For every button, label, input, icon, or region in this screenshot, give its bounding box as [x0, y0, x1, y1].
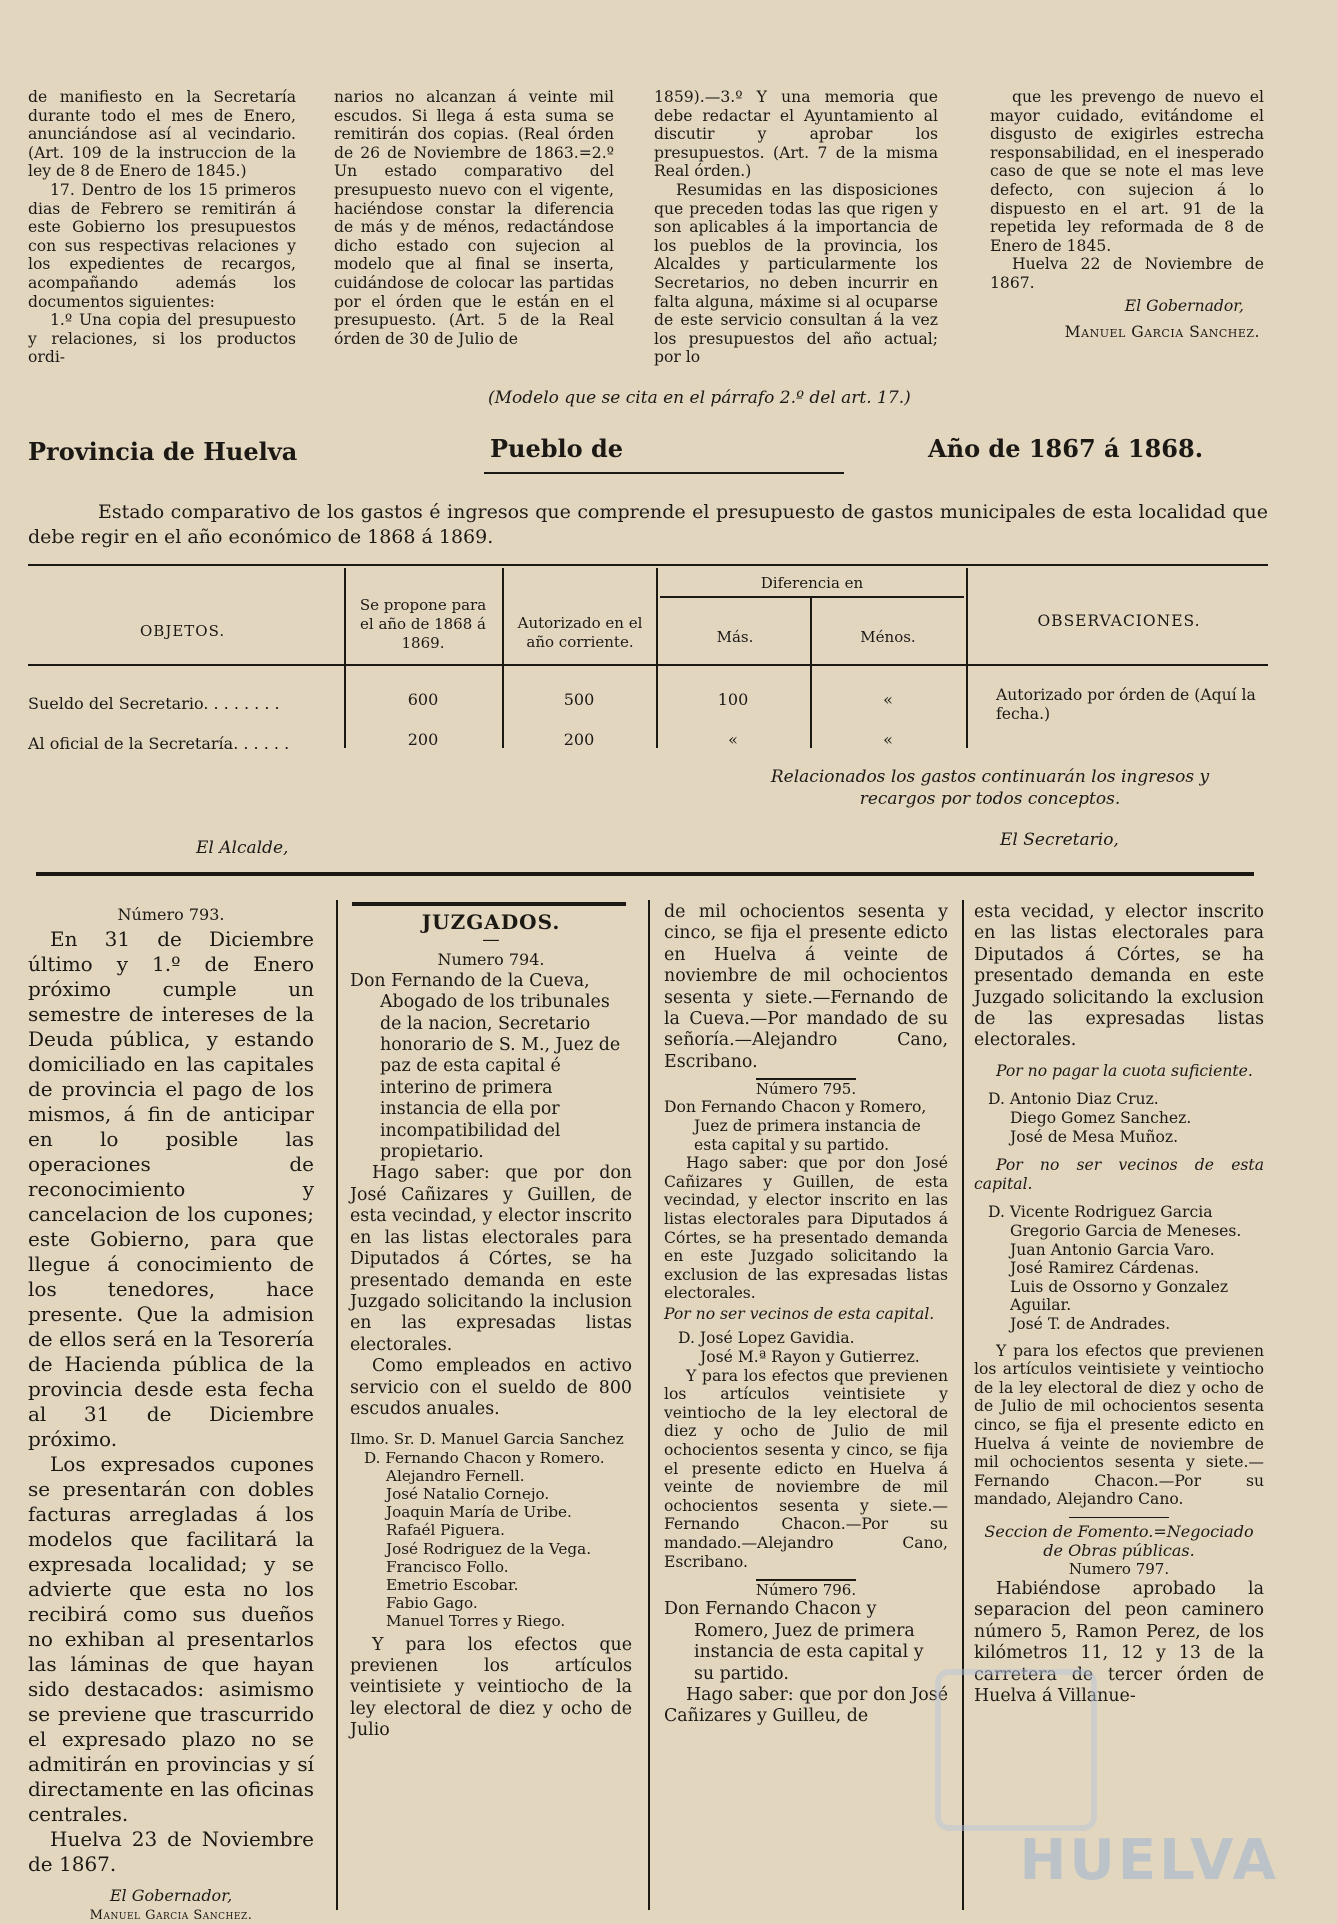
top-column-4 [990, 88, 1264, 342]
header-objetos: OBJETOS. [140, 622, 226, 640]
c3-name-1: José M.ª Rayon y Gutierrez. [700, 1348, 920, 1367]
c1-para-2: Los expresados cupones se presentarán con dobles facturas arregladas á los modelos que facilitará la expresada localidad; y se advierte que esta no los recibirá como sus dueños no exhiban al presentarlos las láminas de que hayan sido destacados: asimismo se previene que trascurrido el expresado plazo no se admitirán en provincias y sí directamente en las oficinas centrales. [28, 1452, 314, 1826]
c2-name-list [350, 1430, 632, 1630]
c2-para-1: Hago saber: que por don José Cañizares y Guillen, de esta vecindad, y elector inscrito en las listas electorales para Diputados á Córtes, se ha presentado demanda en este Juzgado solicitando la inclusion en las expresadas listas electorales. [350, 1163, 632, 1355]
c2-name-5: Rafaél Piguera. [386, 1521, 505, 1540]
row-2-mas: « [728, 730, 738, 749]
table-header-rule [28, 664, 1268, 666]
row-2-objeto [28, 734, 338, 753]
modelo-intro: Estado comparativo de los gastos é ingresos que comprende el presupuesto de gastos municipales de esta localidad que debe regir en el año económico de 1868 á 1869. [28, 501, 1268, 548]
row-1-mas: 100 [717, 690, 749, 709]
modelo-caption: (Modelo que se cita en el párrafo 2.º del art. 17.) [488, 388, 911, 408]
section-divider [36, 872, 1254, 876]
c4-name1-1: Diego Gomez Sanchez. [1010, 1109, 1192, 1128]
c3-intro-2: Don Fernando Chacon y Romero, Juez de primera instancia de esta capital y su partido. [664, 1599, 924, 1684]
row-2-autorizado: 200 [563, 730, 595, 749]
c3-name-0: D. José Lopez Gavidia. [678, 1329, 855, 1348]
c2-para-3: Y para los efectos que previenen los artículos veintisiete y veintiocho de la ley electoral de diez y ocho de Julio [350, 1634, 632, 1741]
top-column-3 [654, 88, 938, 367]
c2-intro: Don Fernando de la Cueva, Abogado de los tribunales de la nacion, Secretario honorario de S. M., Juez de paz de esta capital é interino de primera instancia de ella por incompatibilidad del propietario. [350, 970, 621, 1163]
top-col1-para-3: 1.º Una copia del presupuesto y relaciones, si los productos ordi- [28, 311, 296, 367]
table-vrule-2 [502, 568, 504, 748]
c1-role: El Gobernador, [109, 1886, 233, 1905]
c3-para-2: Y para los efectos que previenen los artículos veintisiete y veintiocho de la ley electoral de diez y ocho de Julio de mil ochocientos sesenta y cinco, se fija el presente edicto en Huelva á veinte de noviembre de mil ochocientos sesenta y siete.—Fernando Chacon.—Por su mandado.—Alejandro Cano, Escribano. [664, 1366, 948, 1571]
row-1-obs: Autorizado por órden de (Aquí la fecha.) [996, 686, 1256, 723]
row-2-dots: . . . . . [238, 734, 290, 753]
top-col4-para-1: que les prevengo de nuevo el mayor cuidado, evitándome el disgusto de exigirles estrecha responsabilidad, en el inesperado caso de que se note el mas leve defecto, con sujecion á lo dispuesto en el art. 91 de la repetida ley reformada de 8 de Enero de 1845. [990, 88, 1264, 255]
header-menos: Ménos. [860, 628, 916, 646]
top-col3-para-1: 1859).—3.º Y una memoria que debe redactar el Ayuntamiento al discutir y aprobar los presupuestos. (Art. 7 de la misma Real órden.) [654, 88, 938, 181]
top-col4-role: El Gobernador, [1124, 296, 1244, 315]
c1-name: Manuel Garcia Sanchez. [89, 1908, 253, 1923]
huelva-watermark: HUELVA [1019, 1828, 1279, 1893]
c3-separator-1 [756, 1078, 856, 1080]
row-1-objeto-text: Sueldo del Secretario. [28, 694, 209, 713]
row-1-objeto [28, 694, 338, 713]
c3-para-3: Hago saber: que por don José Cañizares y Guilleu, de [664, 1684, 948, 1727]
table-vrule-5 [966, 568, 968, 748]
pueblo-line [484, 472, 844, 474]
diferencia-rule [660, 596, 964, 598]
c2-name-0: Ilmo. Sr. D. Manuel Garcia Sanchez [350, 1430, 624, 1449]
c4-name2-3: José Ramirez Cárdenas. [1010, 1259, 1200, 1278]
top-column-1 [28, 88, 296, 367]
c2-name-6: José Rodriguez de la Vega. [386, 1539, 592, 1558]
c2-name-4: Joaquin María de Uribe. [386, 1503, 572, 1522]
c4-name2-5: José T. de Andrades. [1010, 1314, 1171, 1333]
c4-name1-0: D. Antonio Diaz Cruz. [988, 1090, 1159, 1109]
modelo-anio: Año de 1867 á 1868. [928, 434, 1204, 463]
top-col1-para-2: 17. Dentro de los 15 primeros dias de Febrero se remitirán á este Gobierno los presupuestos con sus respectivas relaciones y los expedientes de recargos, acompañando además los documentos siguientes: [28, 180, 296, 311]
c4-numero: Numero 797. [1068, 1560, 1170, 1579]
c2-name-10: Manuel Torres y Riego. [386, 1612, 566, 1631]
row-2-propone: 200 [407, 730, 439, 749]
c1-para-3: Huelva 23 de Noviembre de 1867. [28, 1827, 314, 1876]
c3-category: Por no ser vecinos de esta capital. [664, 1304, 935, 1323]
row-1-autorizado: 500 [563, 690, 595, 709]
c2-name-1: D. Fernando Chacon y Romero. [364, 1448, 605, 1467]
c3-intro: Don Fernando Chacon y Romero, Juez de primera instancia de esta capital y su partido. [664, 1098, 927, 1154]
c3-para-0: de mil ochocientos sesenta y cinco, se fija el presente edicto en Huelva á veinte de noviembre de mil ochocientos sesenta y siete.—Fernando de la Cueva.—Por mandado de su señoría.—Alejandro Cano, Escribano. [664, 902, 948, 1072]
c2-name-2: Alejandro Fernell. [386, 1466, 525, 1485]
bottom-vrule-1 [336, 900, 338, 1910]
c2-para-2: Como empleados en activo servicio con el sueldo de 800 escudos anuales. [350, 1356, 632, 1419]
table-vrule-4 [810, 598, 812, 748]
modelo-note: Relacionados los gastos continuarán los ingresos y recargos por todos conceptos. [770, 767, 1210, 809]
top-col3-para-2: Resumidas en las disposiciones que preceden todas las que rigen y son aplicables á la importancia de los pueblos de la provincia, los Alcaldes y particularmente los Secretarios, no deben incurrir en falta alguna, máxime si al ocuparse de este servicio consultan á la vez los presupuestos del año actual; por lo [654, 180, 938, 367]
c2-heading: JUZGADOS. [421, 910, 561, 934]
c2-name-7: Francisco Follo. [386, 1557, 509, 1576]
c3-numero: Número 795. [755, 1079, 857, 1098]
header-propone: Se propone para el año de 1868 á 1869. [359, 596, 487, 652]
c1-para-1: En 31 de Diciembre último y 1.º de Enero próximo cumple un semestre de intereses de la Deuda pública, y estando domiciliado en las capitales de provincia el pago de los mismos, á fin de anticipar en lo posible las operaciones de reconocimiento y cancelacion de los cupones; este Gobierno, para que llegue á conocimiento de los tenedores, hace presente. Que la admision de ellos será en la Tesorería de Hacienda pública de la provincia desde esta fecha al 31 de Diciembre próximo. [28, 927, 314, 1451]
row-1-propone: 600 [407, 690, 439, 709]
bottom-vrule-2 [648, 900, 650, 1910]
c2-dash: — [482, 930, 500, 951]
c3-separator-2 [756, 1579, 856, 1581]
header-mas: Más. [716, 628, 754, 646]
bottom-column-4 [974, 902, 1264, 1707]
c4-name2-2: Juan Antonio Garcia Varo. [1010, 1240, 1215, 1259]
archive-seal-watermark [935, 1669, 1097, 1831]
header-observaciones: OBSERVACIONES. [1037, 612, 1201, 630]
modelo-province: Provincia de Huelva [28, 437, 298, 466]
c4-name2-0: D. Vicente Rodriguez Garcia [988, 1203, 1213, 1222]
c4-separator [1069, 1517, 1169, 1519]
row-2-objeto-text: Al oficial de la Secretaría. [28, 734, 239, 753]
table-vrule-3 [656, 568, 658, 748]
c4-name1-2: José de Mesa Muñoz. [1010, 1127, 1179, 1146]
modelo-alcalde: El Alcalde, [196, 838, 289, 858]
c4-category-2: Por no ser vecinos de esta capital. [974, 1156, 1264, 1193]
row-1-menos: « [883, 690, 893, 709]
modelo-secretario: El Secretario, [1000, 830, 1119, 850]
table-vrule-1 [344, 568, 346, 748]
bottom-column-1 [28, 902, 314, 1924]
top-col4-para-2: Huelva 22 de Noviembre de 1867. [990, 255, 1264, 292]
c4-name2-1: Gregorio Garcia de Meneses. [1010, 1222, 1242, 1240]
c4-para-0: esta vecidad, y elector inscrito en las listas electorales para Diputados á Córtes, se ha presentado demanda en este Juzgado solicitando la exclusion de las expresadas listas electorales. [974, 902, 1264, 1051]
c2-name-9: Fabio Gago. [386, 1594, 478, 1613]
c1-numero: Número 793. [117, 905, 225, 924]
top-col2-para-1: narios no alcanzan á veinte mil escudos. Si llega á esta suma se remitirán dos copias. (Real órden de 26 de Noviembre de 1863.=2.º Un estado comparativo del presupuesto nuevo con el vigente, haciéndose constar la diferencia de más y de ménos, redactándose dicho estado con sujecion al modelo que al final se inserta, cuidándose de colocar las partidas por el órden que le están en el presupuesto. (Art. 5 de la Real órden de 30 de Julio de [334, 88, 614, 348]
bottom-column-2 [350, 912, 632, 1742]
table-top-rule [28, 564, 1268, 566]
c4-seccion: Seccion de Fomento.=Negociado de Obras públicas. [984, 1522, 1254, 1561]
top-col1-para-1: de manifiesto en la Secretaría durante todo el mes de Enero, anunciándose así al vecindario. (Art. 109 de la instruccion de la ley de 8 de Enero de 1845.) [28, 88, 296, 181]
c2-top-rule [352, 902, 626, 906]
c2-name-8: Emetrio Escobar. [386, 1575, 519, 1594]
row-1-dots: . . . . . . . [208, 694, 280, 713]
header-diferencia: Diferencia en [760, 574, 864, 592]
c2-name-3: José Natalio Cornejo. [386, 1484, 550, 1503]
c4-para-2: Habiéndose aprobado la separacion del peon caminero número 5, Ramon Perez, de los kilómetros 11, 12 y 13 de la carretera de tercer órden de Huelva á Villanue- [974, 1579, 1264, 1707]
c4-name2-4: Luis de Ossorno y Gonzalez Aguilar. [1010, 1277, 1229, 1315]
c4-para-1: Y para los efectos que previenen los artículos veintisiete y veintiocho de la ley electoral de diez y ocho de de Julio de mil ochocientos sesenta cinco, se fija el presente edicto en Huelva á veinte de noviembre de mil ochocientos sesenta y siete.—Fernando Chacon.—Por su mandado, Alejandro Cano. [974, 1341, 1264, 1509]
c3-para-1: Hago saber: que por don José Cañizares y Guillen, de esta vecindad, y elector inscrito en las listas electorales para Diputados á Córtes, se ha presentado demanda en este Juzgado solicitando la exclusion de las expresadas listas electorales. [664, 1154, 948, 1303]
bottom-column-3 [664, 902, 948, 1728]
c2-numero: Numero 794. [437, 950, 545, 970]
c4-category-1: Por no pagar la cuota suficiente. [996, 1061, 1253, 1080]
top-col4-name: Manuel Garcia Sanchez. [1064, 323, 1260, 342]
header-autorizado: Autorizado en el año corriente. [517, 614, 643, 651]
modelo-pueblo: Pueblo de [490, 434, 624, 463]
row-2-menos: « [883, 730, 893, 749]
c3-numero-2: Número 796. [755, 1580, 857, 1599]
top-column-2 [334, 88, 614, 348]
